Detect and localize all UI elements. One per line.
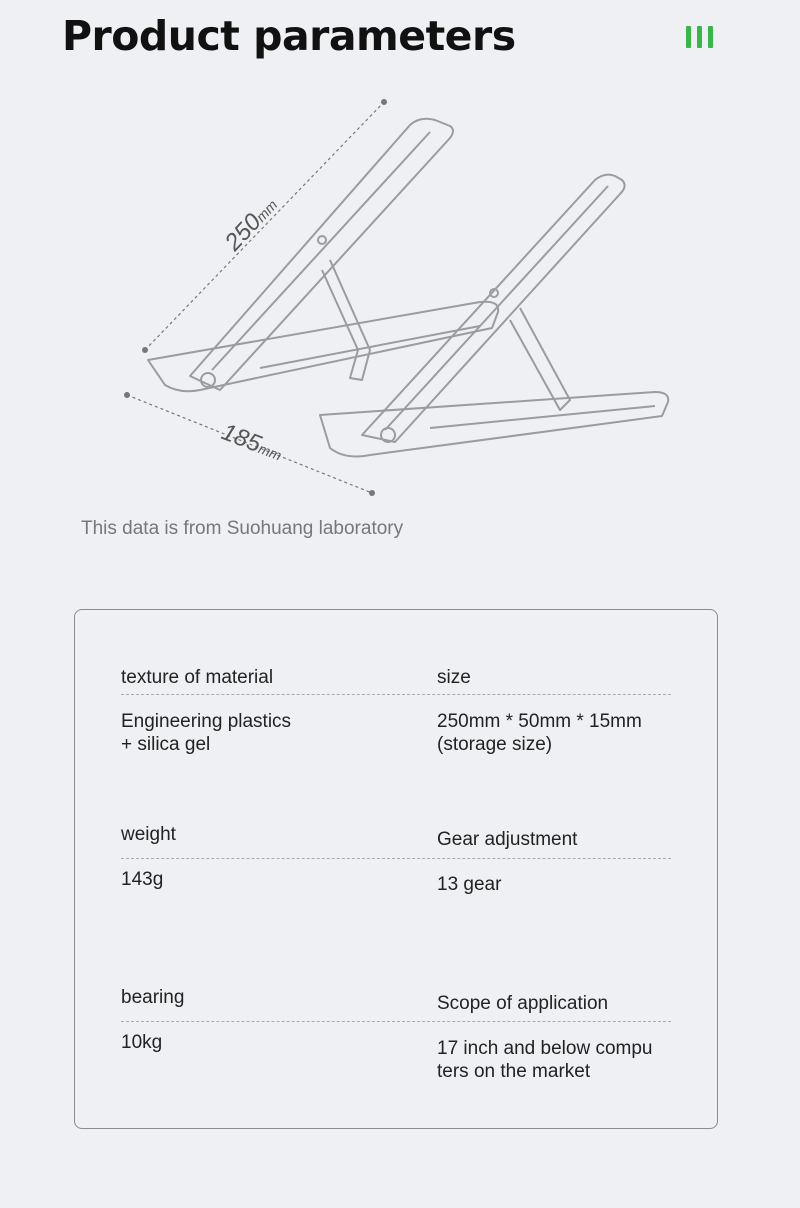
size-value: 250mm * 50mm * 15mm (storage size) — [437, 711, 642, 755]
texture-value: Engineering plastics + silica gel — [121, 711, 292, 755]
divider — [121, 694, 671, 695]
size-label: size — [437, 667, 471, 688]
weight-label: weight — [121, 824, 176, 845]
weight-value: 143g — [121, 869, 164, 890]
scope-label: Scope of application — [437, 993, 609, 1014]
scope-value: 17 inch and below compu ters on the market — [437, 1038, 653, 1082]
divider — [121, 1021, 671, 1022]
page-title: Product parameters — [62, 12, 516, 60]
laptop-stand-illustration — [100, 80, 720, 510]
gear-value: 13 gear — [437, 874, 502, 895]
data-source-caption: This data is from Suohuang laboratory — [81, 518, 404, 539]
gear-label: Gear adjustment — [437, 829, 578, 850]
bearing-label: bearing — [121, 987, 185, 1008]
three-bars-icon — [686, 26, 716, 48]
spec-panel — [74, 609, 718, 1129]
texture-label: texture of material — [121, 667, 274, 688]
divider — [121, 858, 671, 859]
length-dimension-label: 250mm — [219, 196, 281, 257]
bearing-value: 10kg — [121, 1032, 163, 1053]
width-dimension-label: 185mm — [217, 418, 284, 464]
